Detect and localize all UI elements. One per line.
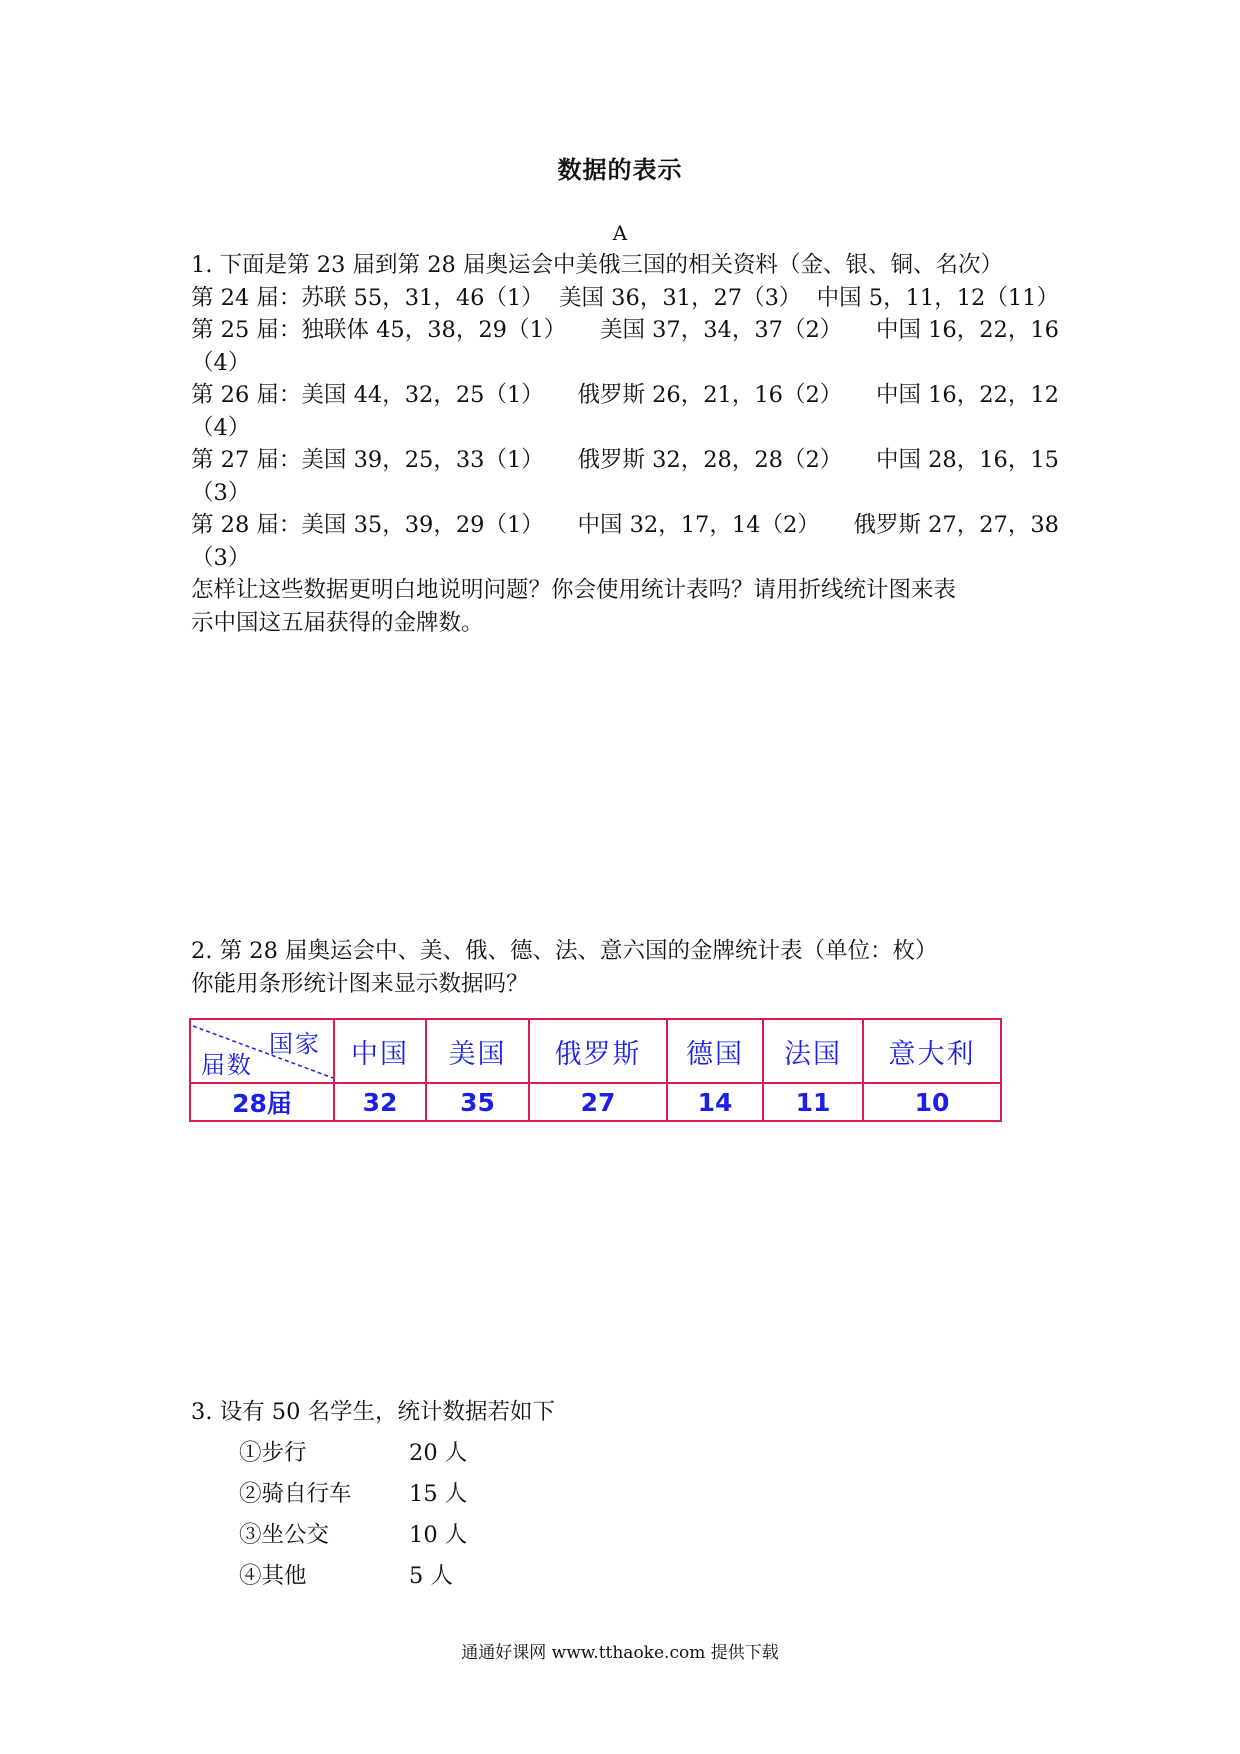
corner-header-cell	[190, 1019, 334, 1083]
question-2-intro: 2. 第 28 届奥运会中、美、俄、德、法、意六国的金牌统计表（单位：枚）	[191, 938, 938, 964]
row-entry: 第 24 届：苏联 55，31，46（1）	[191, 284, 544, 311]
corner-header-bottom: 届数	[201, 1051, 253, 1079]
option-label: ①步行	[239, 1440, 307, 1466]
table-cell: 27	[529, 1083, 667, 1121]
row-entry: 美国 37，34，37（2）	[599, 317, 843, 343]
list-item	[191, 1515, 555, 1556]
option-value: 10 人	[409, 1522, 468, 1548]
list-item	[191, 1474, 555, 1515]
option-label: ④其他	[239, 1563, 307, 1589]
table-cell: 32	[334, 1083, 426, 1121]
option-value: 5 人	[409, 1563, 453, 1589]
question-3	[191, 1392, 555, 1597]
option-label: ②骑自行车	[239, 1481, 352, 1507]
olympics-row	[191, 282, 1059, 315]
option-value: 15 人	[409, 1481, 468, 1507]
option-value: 20 人	[409, 1440, 468, 1466]
page-title: 数据的表示	[557, 156, 683, 184]
section-label: A	[612, 221, 628, 245]
row-entry: 第 25 届：独联体 45，38，29（1）	[191, 317, 567, 343]
row-entry: 第 26 届：美国 44，32，25（1）	[191, 382, 544, 408]
corner-header-top: 国家	[269, 1030, 321, 1058]
row-wrap: （4）	[191, 349, 251, 376]
list-item	[191, 1556, 555, 1597]
question-2-prompt: 你能用条形统计图来显示数据吗？	[191, 971, 529, 997]
table-header-row	[190, 1019, 1001, 1083]
olympics-row	[191, 444, 1059, 477]
column-header: 法国	[763, 1019, 863, 1083]
olympics-row	[191, 379, 1059, 412]
row-entry: 中国 5，11，12（11）	[816, 284, 1059, 311]
olympics-row	[191, 314, 1059, 347]
column-header: 意大利	[863, 1019, 1001, 1083]
question-1-intro: 1. 下面是第 23 届到第 28 届奥运会中美俄三国的相关资料（金、银、铜、名次）	[191, 252, 1003, 278]
row-entry: 第 27 届：美国 39，25，33（1）	[191, 447, 544, 473]
row-entry: 中国 16，22，16	[875, 317, 1059, 343]
row-header: 28届	[190, 1083, 334, 1121]
row-wrap: （4）	[191, 414, 251, 441]
question-1	[191, 249, 1059, 639]
column-header: 中国	[334, 1019, 426, 1083]
row-entry: 美国 36，31，27（3）	[559, 284, 802, 311]
row-entry: 俄罗斯 32，28，28（2）	[577, 447, 843, 473]
row-entry: 中国 16，22，12	[875, 382, 1059, 408]
table-cell: 35	[426, 1083, 529, 1121]
column-header: 美国	[426, 1019, 529, 1083]
medal-table	[189, 1018, 1002, 1122]
column-header: 德国	[667, 1019, 763, 1083]
row-entry: 俄罗斯 26，21，16（2）	[577, 382, 843, 408]
option-label: ③坐公交	[239, 1522, 330, 1548]
table-cell: 10	[863, 1083, 1001, 1121]
question-1-prompt: 示中国这五届获得的金牌数。	[191, 609, 484, 636]
question-3-intro: 3. 设有 50 名学生，统计数据若如下	[191, 1399, 556, 1425]
table-cell: 11	[763, 1083, 863, 1121]
row-entry: 中国 32，17，14（2）	[577, 512, 820, 538]
olympics-row	[191, 509, 1059, 542]
row-entry: 第 28 届：美国 35，39，29（1）	[191, 512, 544, 538]
row-wrap: （3）	[191, 544, 251, 571]
table-cell: 14	[667, 1083, 763, 1121]
table-row	[190, 1083, 1001, 1121]
row-entry: 俄罗斯 27，27，38	[853, 512, 1059, 538]
question-2	[191, 935, 1059, 1001]
question-1-prompt: 怎样让这些数据更明白地说明问题？你会使用统计表吗？请用折线统计图来表	[191, 577, 957, 603]
list-item	[191, 1433, 555, 1474]
row-wrap: （3）	[191, 479, 251, 506]
row-entry: 中国 28，16，15	[875, 447, 1059, 473]
column-header: 俄罗斯	[529, 1019, 667, 1083]
page-footer: 通通好课网 www.tthaoke.com 提供下载	[461, 1643, 779, 1663]
